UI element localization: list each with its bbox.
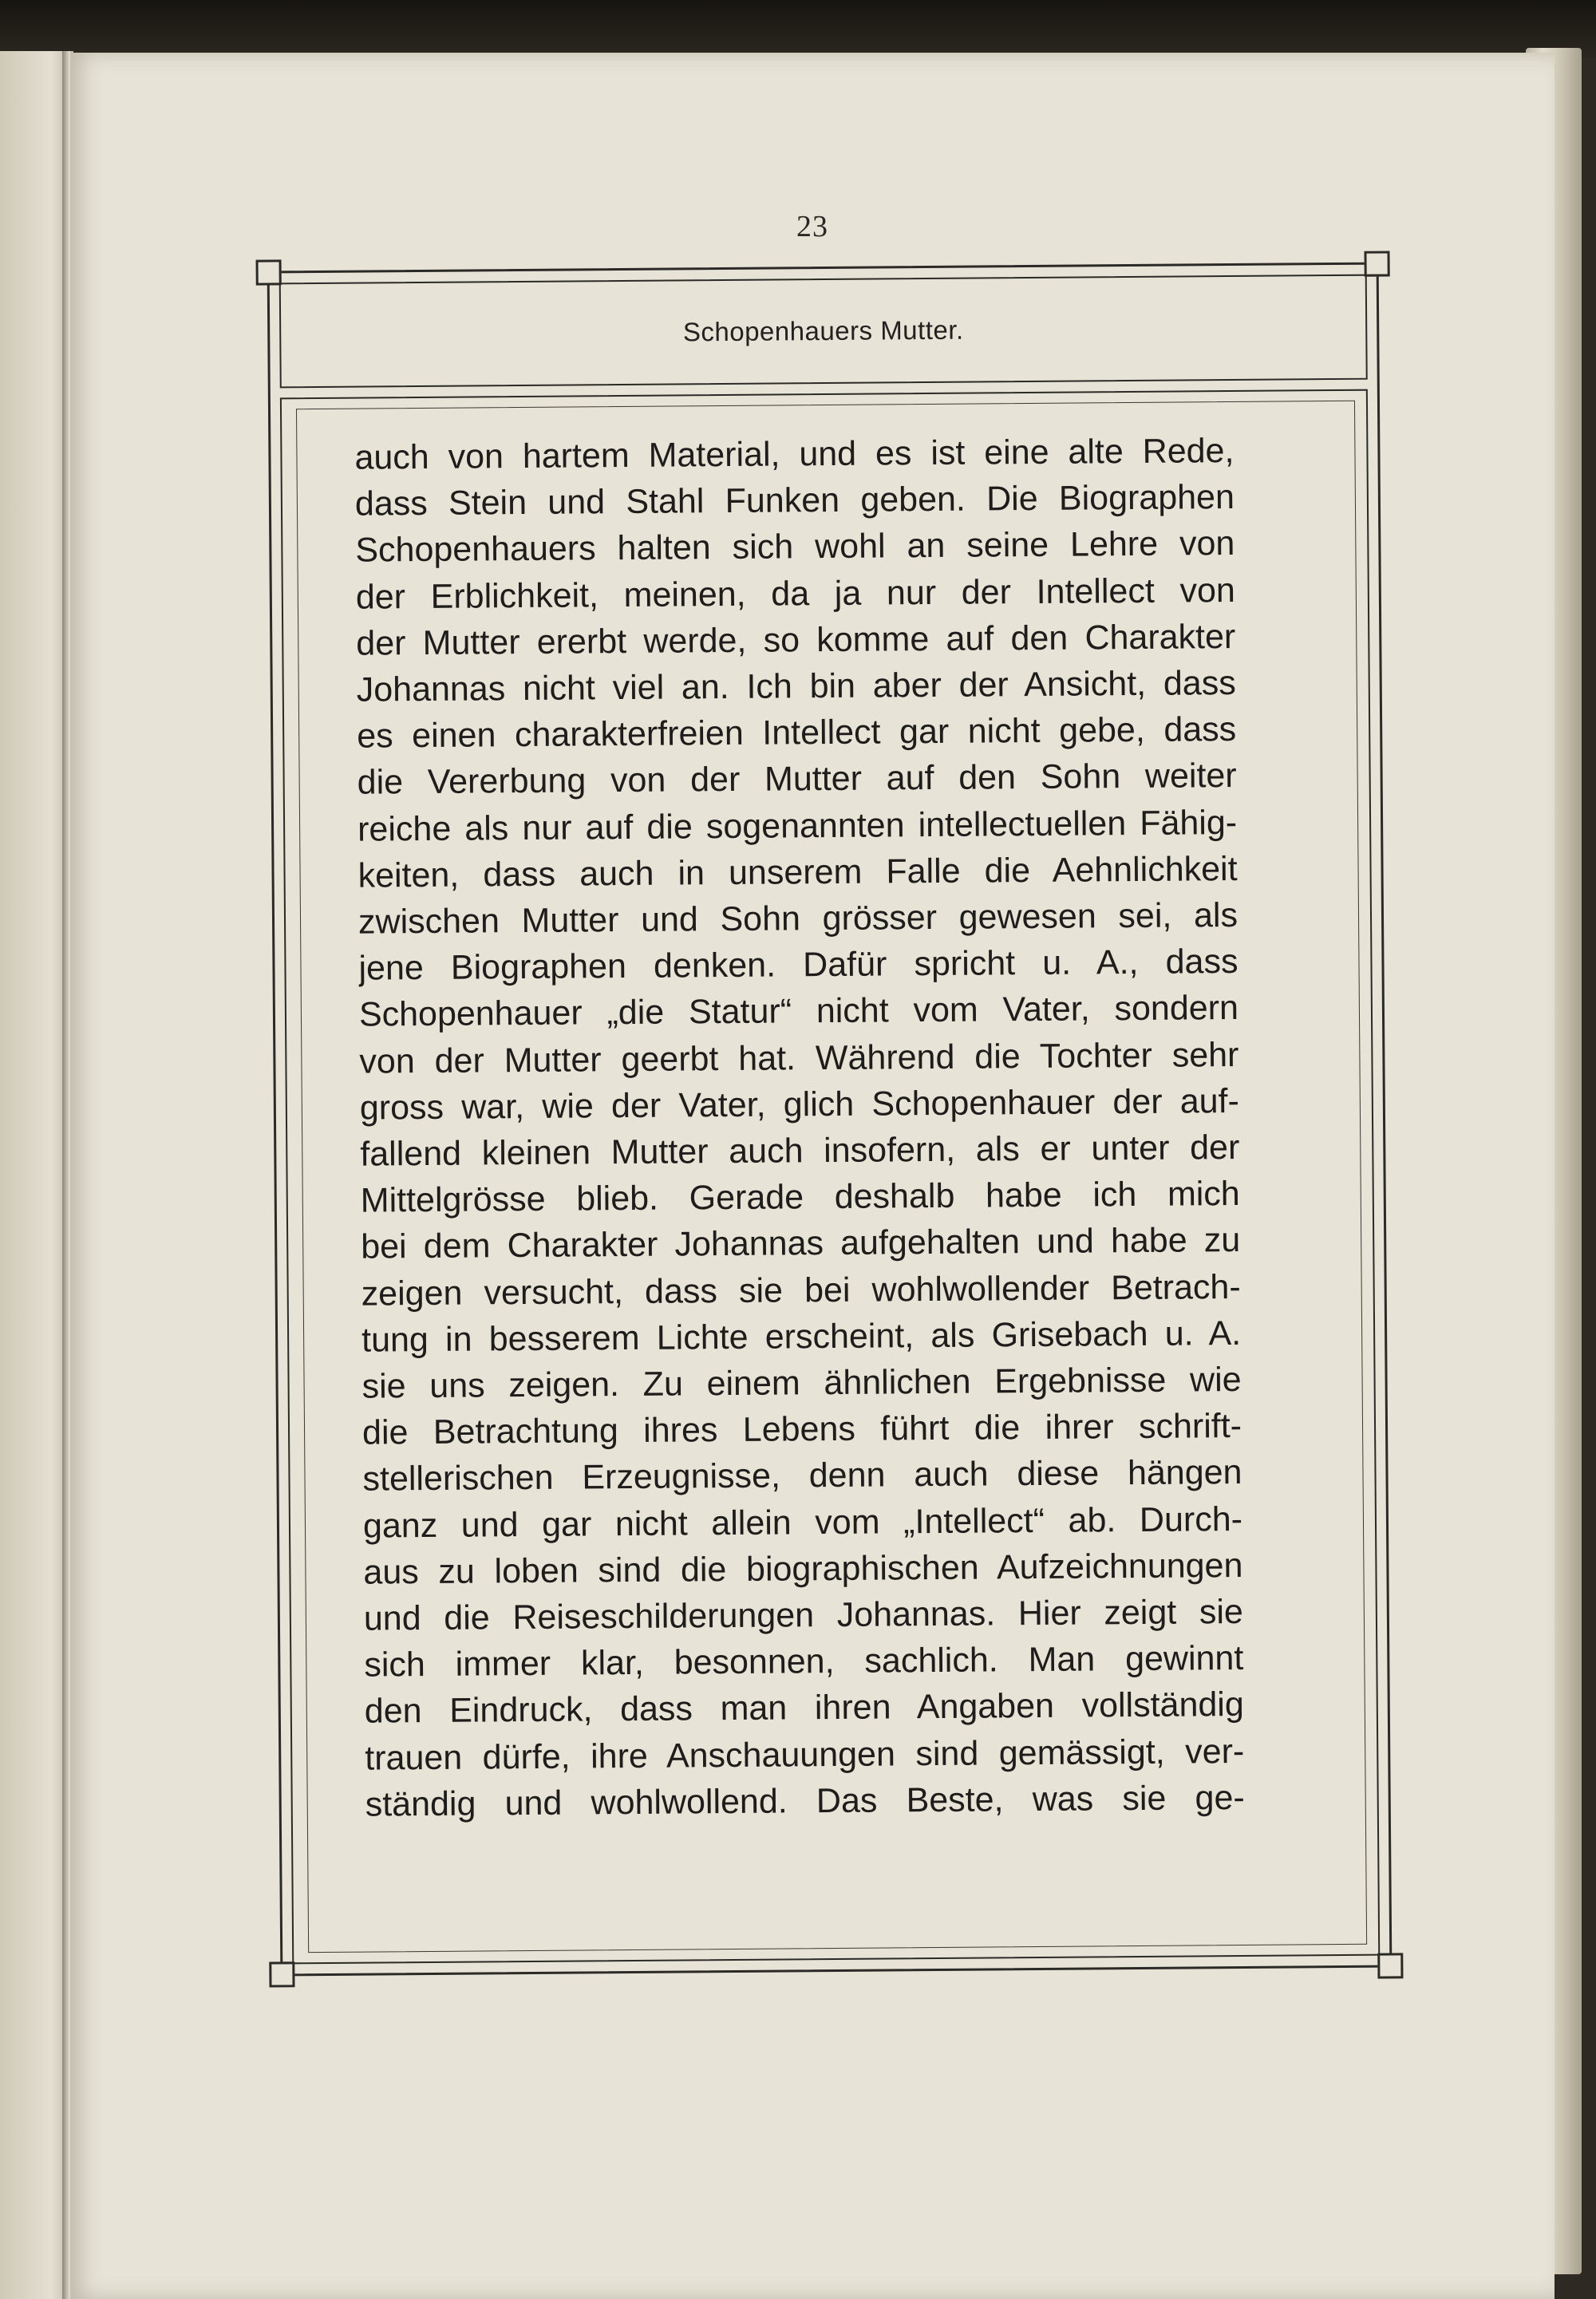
scanner-background <box>0 0 1596 57</box>
page-number: 23 <box>796 210 828 243</box>
text-line: aus zu loben sind die biographischen Aufzeichnungen <box>363 1546 1243 1592</box>
text-line: bei dem Charakter Johannas aufgehalten und habe zu <box>361 1221 1241 1267</box>
text-line: zwischen Mutter und Sohn grösser gewesen sei, als <box>358 896 1238 942</box>
text-line: der Erblichkeit, meinen, da ja nur der Intellect von <box>355 571 1235 617</box>
text-line: Mittelgrösse blieb. Gerade deshalb habe ich mich <box>360 1175 1240 1220</box>
frame-corner-top-left <box>256 259 282 285</box>
text-block-frame <box>280 389 1380 1965</box>
text-line: dass Stein und Stahl Funken geben. Die Biographen <box>354 478 1235 523</box>
text-line: die Vererbung von der Mutter auf den Sohn weiter <box>357 756 1237 803</box>
ornamental-frame <box>267 263 1393 1977</box>
text-line: Schopenhauer „die Statur“ nicht vom Vater, sondern <box>358 989 1239 1035</box>
text-line: auch von hartem Material, und es ist eine alte Rede, <box>354 431 1235 477</box>
text-line: gross war, wie der Vater, glich Schopenhauer der auf- <box>359 1081 1240 1128</box>
frame-corner-bottom-left <box>269 1961 294 1987</box>
book-page <box>70 53 1555 2299</box>
running-head: Schopenhauers Mutter. <box>682 314 964 347</box>
text-line: trauen dürfe, ihre Anschauungen sind gemässigt, ver- <box>365 1732 1245 1778</box>
text-line: tung in besserem Lichte erscheint, als Grisebach u. A. <box>361 1313 1242 1360</box>
text-line: stellerischen Erzeugnisse, denn auch diese hängen <box>362 1453 1242 1499</box>
text-line: Schopenhauers halten sich wohl an seine Lehre von <box>355 524 1235 571</box>
text-line: zeigen versucht, dass sie bei wohlwollender Betrach- <box>361 1267 1241 1313</box>
text-line: ganz und gar nicht allein vom „Intellect“ ab. Durch- <box>362 1499 1243 1546</box>
body-text <box>354 428 1245 1828</box>
text-line: ständig und wohlwollend. Das Beste, was sie ge- <box>365 1778 1245 1824</box>
text-line: den Eindruck, dass man ihren Angaben vollständig <box>364 1685 1244 1732</box>
frame-corner-top-right <box>1364 251 1389 276</box>
text-line: keiten, dass auch in unserem Falle die Aehnlichkeit <box>358 849 1238 895</box>
text-line: sich immer klar, besonnen, sachlich. Man gewinnt <box>364 1639 1244 1685</box>
text-block-inner-frame <box>296 401 1367 1953</box>
text-line: fallend kleinen Mutter auch insofern, als er unter der <box>360 1128 1240 1174</box>
text-line: Johannas nicht viel an. Ich bin aber der Ansicht, dass <box>356 664 1236 709</box>
frame-corner-bottom-right <box>1377 1953 1403 1978</box>
text-line: jene Biographen denken. Dafür spricht u. A., dass <box>358 942 1238 988</box>
running-head-box <box>279 275 1368 389</box>
text-line: der Mutter ererbt werde, so komme auf den Charakter <box>356 617 1236 663</box>
text-line: sie uns zeigen. Zu einem ähnlichen Ergebnisse wie <box>361 1361 1242 1406</box>
text-line: von der Mutter geerbt hat. Während die Tochter sehr <box>359 1035 1239 1081</box>
book-gutter <box>62 51 70 2299</box>
text-line: es einen charakterfreien Intellect gar nicht gebe, dass <box>357 710 1237 756</box>
text-line: und die Reiseschilderungen Johannas. Hier zeigt sie <box>363 1593 1244 1638</box>
text-line: die Betrachtung ihres Lebens führt die ihrer schrift- <box>361 1407 1242 1452</box>
text-line: reiche als nur auf die sogenannten intellectuellen Fähig- <box>357 803 1238 849</box>
